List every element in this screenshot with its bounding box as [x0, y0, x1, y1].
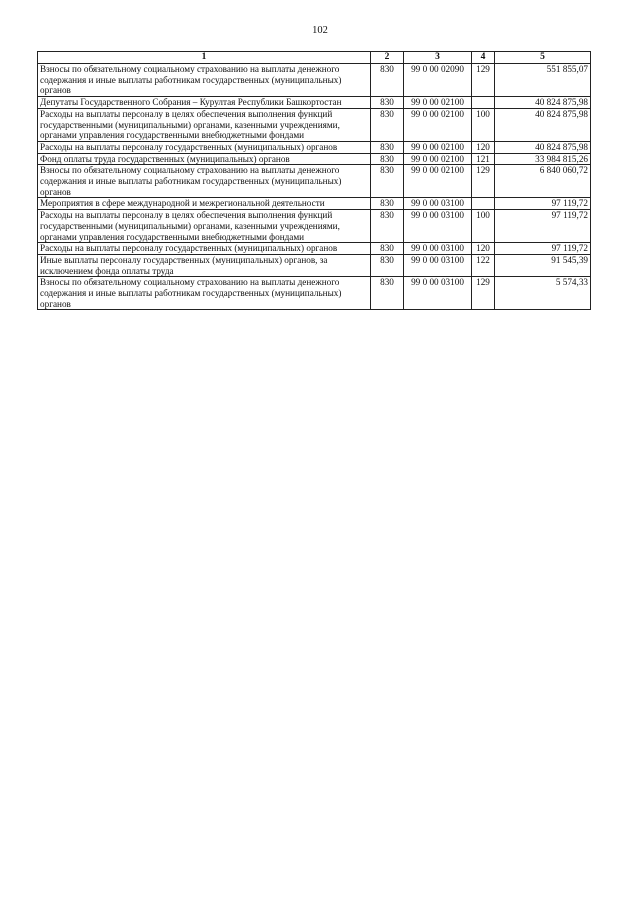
budget-table: [37, 51, 591, 310]
row-name: Расходы на выплаты персоналу государственных (муниципальных) органов: [38, 243, 371, 255]
row-target-article: 99 0 00 02100: [404, 153, 472, 165]
header-col-2: 2: [371, 52, 404, 64]
row-target-article: 99 0 00 03100: [404, 254, 472, 276]
table-header-row: [38, 52, 591, 64]
row-target-article: 99 0 00 02100: [404, 108, 472, 141]
row-department-code: 830: [371, 141, 404, 153]
row-name: Депутаты Государственного Собрания – Курултая Республики Башкортостан: [38, 97, 371, 109]
row-amount: 40 824 875,98: [495, 97, 591, 109]
row-department-code: 830: [371, 64, 404, 97]
row-expense-type: 120: [472, 243, 495, 255]
row-amount: 40 824 875,98: [495, 108, 591, 141]
table-row: [38, 141, 591, 153]
row-target-article: 99 0 00 02100: [404, 165, 472, 198]
row-department-code: 830: [371, 108, 404, 141]
row-name: Мероприятия в сфере международной и межрегиональной деятельности: [38, 198, 371, 210]
row-expense-type: 129: [472, 165, 495, 198]
row-amount: 97 119,72: [495, 198, 591, 210]
row-target-article: 99 0 00 02100: [404, 141, 472, 153]
row-expense-type: [472, 198, 495, 210]
table-row: [38, 254, 591, 276]
table-row: [38, 97, 591, 109]
table-row: [38, 64, 591, 97]
row-amount: 5 574,33: [495, 277, 591, 310]
row-name: Расходы на выплаты персоналу в целях обеспечения выполнения функций государственными (муниципальными) органами, казенными учреждениями, органами управления государственными внебюджетными фондами: [38, 210, 371, 243]
row-target-article: 99 0 00 02100: [404, 97, 472, 109]
row-expense-type: 129: [472, 64, 495, 97]
row-name: Расходы на выплаты персоналу государственных (муниципальных) органов: [38, 141, 371, 153]
row-expense-type: 129: [472, 277, 495, 310]
row-amount: 97 119,72: [495, 243, 591, 255]
row-department-code: 830: [371, 254, 404, 276]
row-amount: 6 840 060,72: [495, 165, 591, 198]
row-department-code: 830: [371, 198, 404, 210]
row-name: Взносы по обязательному социальному страхованию на выплаты денежного содержания и иные выплаты работникам государственных (муниципальных) органов: [38, 277, 371, 310]
row-name: Иные выплаты персоналу государственных (муниципальных) органов, за исключением фонда оплаты труда: [38, 254, 371, 276]
row-department-code: 830: [371, 277, 404, 310]
row-target-article: 99 0 00 03100: [404, 198, 472, 210]
row-target-article: 99 0 00 02090: [404, 64, 472, 97]
table-row: [38, 108, 591, 141]
row-department-code: 830: [371, 165, 404, 198]
row-name: Взносы по обязательному социальному страхованию на выплаты денежного содержания и иные выплаты работникам государственных (муниципальных) органов: [38, 64, 371, 97]
header-col-3: 3: [404, 52, 472, 64]
row-name: Взносы по обязательному социальному страхованию на выплаты денежного содержания и иные выплаты работникам государственных (муниципальных) органов: [38, 165, 371, 198]
row-department-code: 830: [371, 97, 404, 109]
header-col-4: 4: [472, 52, 495, 64]
row-amount: 40 824 875,98: [495, 141, 591, 153]
header-col-5: 5: [495, 52, 591, 64]
row-amount: 551 855,07: [495, 64, 591, 97]
table-row: [38, 165, 591, 198]
table-row: [38, 243, 591, 255]
row-amount: 97 119,72: [495, 210, 591, 243]
table-row: [38, 277, 591, 310]
row-target-article: 99 0 00 03100: [404, 243, 472, 255]
row-target-article: 99 0 00 03100: [404, 210, 472, 243]
table-row: [38, 198, 591, 210]
table-row: [38, 210, 591, 243]
table-row: [38, 153, 591, 165]
row-name: Расходы на выплаты персоналу в целях обеспечения выполнения функций государственными (муниципальными) органами, казенными учреждениями, органами управления государственными внебюджетными фондами: [38, 108, 371, 141]
row-amount: 91 545,39: [495, 254, 591, 276]
row-expense-type: 120: [472, 141, 495, 153]
page-number: 102: [312, 25, 328, 36]
header-col-1: 1: [38, 52, 371, 64]
row-department-code: 830: [371, 153, 404, 165]
row-expense-type: 122: [472, 254, 495, 276]
row-expense-type: 100: [472, 108, 495, 141]
row-expense-type: 121: [472, 153, 495, 165]
row-department-code: 830: [371, 243, 404, 255]
row-department-code: 830: [371, 210, 404, 243]
row-name: Фонд оплаты труда государственных (муниципальных) органов: [38, 153, 371, 165]
row-expense-type: [472, 97, 495, 109]
row-expense-type: 100: [472, 210, 495, 243]
row-amount: 33 984 815,26: [495, 153, 591, 165]
row-target-article: 99 0 00 03100: [404, 277, 472, 310]
